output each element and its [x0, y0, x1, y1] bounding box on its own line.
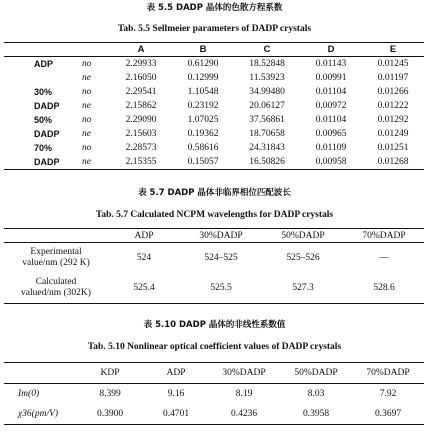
cell: 16.50826	[249, 157, 285, 167]
header-adp: ADP	[134, 230, 154, 241]
header-d: D	[327, 44, 335, 55]
cell: 2.29090	[125, 115, 157, 125]
cell: 0.01266	[377, 87, 409, 97]
cell: 8.399	[99, 389, 121, 399]
cell: 2.15603	[125, 129, 157, 139]
cell: 2.28573	[125, 143, 157, 153]
header-blank	[4, 43, 76, 57]
cell: 0.01197	[377, 73, 409, 83]
cell: 18.70658	[249, 129, 285, 139]
cell: 0.61290	[187, 59, 219, 69]
cell: 0.01292	[377, 115, 409, 125]
header-50dadp: 50%DADP	[281, 230, 325, 241]
nonlinear-coefficient-table	[4, 362, 424, 425]
table-row	[4, 141, 424, 155]
row-label-line: Experimental	[30, 246, 82, 257]
index-symbol: ne	[82, 129, 91, 139]
table-row	[4, 384, 424, 405]
table1-caption-en: Tab. 5.5 Sellmeier parameters of DADP crystals	[117, 24, 312, 34]
cell: 0.01104	[315, 87, 347, 97]
cell: 0.4701	[162, 409, 190, 419]
header-30dadp: 30%DADP	[199, 230, 243, 241]
cell: 0.4236	[230, 409, 258, 419]
table-row	[4, 404, 424, 425]
header-kdp: KDP	[100, 368, 120, 378]
cell: 0.01143	[315, 59, 347, 69]
material-label: 30%	[34, 87, 53, 97]
cell: 7.92	[379, 389, 397, 399]
cell: 525.5	[210, 283, 232, 293]
cell: 0.00958	[315, 157, 347, 167]
cell: 0.01251	[377, 143, 409, 153]
cell: 1.10548	[187, 87, 219, 97]
table-row	[4, 243, 424, 274]
table2-caption-zh: 表 5.7 DADP 晶体非临界相位匹配波长	[138, 188, 291, 198]
cell: 18.52848	[249, 59, 285, 69]
header-a: A	[137, 44, 145, 55]
cell: 524	[136, 253, 152, 263]
cell: 0.23192	[187, 101, 219, 111]
table-row	[4, 71, 424, 85]
cell: 2.16050	[125, 73, 157, 83]
row-label-line: Calculated	[35, 276, 77, 287]
header-blank	[76, 43, 110, 57]
index-symbol: no	[82, 87, 92, 97]
cell: 0.3900	[96, 409, 124, 419]
header-70dadp: 70%DADP	[366, 368, 410, 378]
material-label: DADP	[34, 157, 60, 167]
cell: 9.16	[167, 389, 185, 399]
row-label-line: value/nm (292 K)	[22, 258, 90, 268]
cell: 37.56861	[249, 115, 285, 125]
index-symbol: ne	[82, 101, 91, 111]
table2-caption-en: Tab. 5.7 Calculated NCPM wavelengths for DADP crystals	[95, 210, 334, 220]
cell: 0.00991	[315, 73, 347, 83]
cell: 34.99480	[249, 87, 285, 97]
cell: 0.15057	[187, 157, 219, 167]
cell: 8.19	[235, 389, 253, 399]
cell: 2.15862	[125, 101, 157, 111]
cell: 2.29541	[125, 87, 157, 97]
cell: 0.19362	[187, 129, 219, 139]
table1-caption-zh: 表 5.5 DADP 晶体的色散方程系数	[146, 3, 283, 13]
cell: 8.03	[307, 389, 325, 399]
cell: 0.01104	[315, 115, 347, 125]
cell: 0.01222	[377, 101, 409, 111]
cell: 525–526	[286, 253, 320, 263]
header-blank	[4, 363, 76, 384]
material-label: ADP	[34, 59, 54, 69]
ncpm-table	[4, 228, 424, 304]
header-b: B	[199, 44, 207, 55]
cell: 524–525	[204, 253, 238, 263]
cell: —	[379, 253, 389, 263]
cell: 0.01245	[377, 59, 409, 69]
header-adp: ADP	[166, 368, 186, 378]
cell: 0.01268	[377, 157, 409, 167]
header-e: E	[389, 44, 397, 55]
row-label-line: valued/nm (302K)	[21, 288, 91, 298]
table3-caption-zh: 表 5.10 DADP 晶体的非线性系数值	[143, 320, 286, 330]
cell: 0.58616	[187, 143, 219, 153]
row-label: Im(0)	[18, 389, 40, 399]
header-blank	[4, 229, 108, 243]
cell: 0.01109	[315, 143, 347, 153]
header-50dadp: 50%DADP	[294, 368, 338, 378]
table-row	[4, 113, 424, 127]
cell: 0.01249	[377, 129, 409, 139]
cell: 0.3697	[374, 409, 402, 419]
material-label	[4, 71, 76, 85]
cell: 20.06127	[249, 101, 285, 111]
sellmeier-table	[4, 42, 424, 170]
material-label: DADP	[34, 101, 60, 111]
index-symbol: ne	[82, 73, 91, 83]
material-label: 50%	[34, 115, 53, 125]
cell: 528.6	[373, 283, 395, 293]
table-row	[4, 99, 424, 113]
header-c: C	[263, 44, 271, 55]
index-symbol: ne	[82, 157, 91, 167]
table-row	[4, 155, 424, 170]
table3-caption-en: Tab. 5.10 Nonlinear optical coefficient values of DADP crystals	[87, 342, 342, 352]
material-label: DADP	[34, 129, 60, 139]
index-symbol: no	[82, 115, 92, 125]
index-symbol: no	[82, 143, 92, 153]
cell: 24.31843	[249, 143, 285, 153]
cell: 0.00965	[315, 129, 347, 139]
cell: 0.00972	[315, 101, 347, 111]
table-row	[4, 127, 424, 141]
header-70dadp: 70%DADP	[362, 230, 406, 241]
index-symbol: no	[82, 59, 92, 69]
cell: 2.15355	[125, 157, 157, 167]
header-30dadp: 30%DADP	[222, 368, 266, 378]
row-label	[4, 243, 108, 274]
table-row	[4, 273, 424, 304]
material-label: 70%	[34, 143, 53, 153]
table-row	[4, 57, 424, 72]
cell: 0.3958	[302, 409, 330, 419]
row-label: χ36(pm/V)	[18, 409, 59, 419]
cell: 1.07025	[187, 115, 219, 125]
cell: 527.3	[292, 283, 314, 293]
cell: 11.53923	[249, 73, 285, 83]
cell: 2.29933	[125, 59, 157, 69]
table-row	[4, 85, 424, 99]
cell: 0.12999	[187, 73, 219, 83]
row-label	[4, 273, 108, 304]
cell: 525.4	[133, 283, 155, 293]
